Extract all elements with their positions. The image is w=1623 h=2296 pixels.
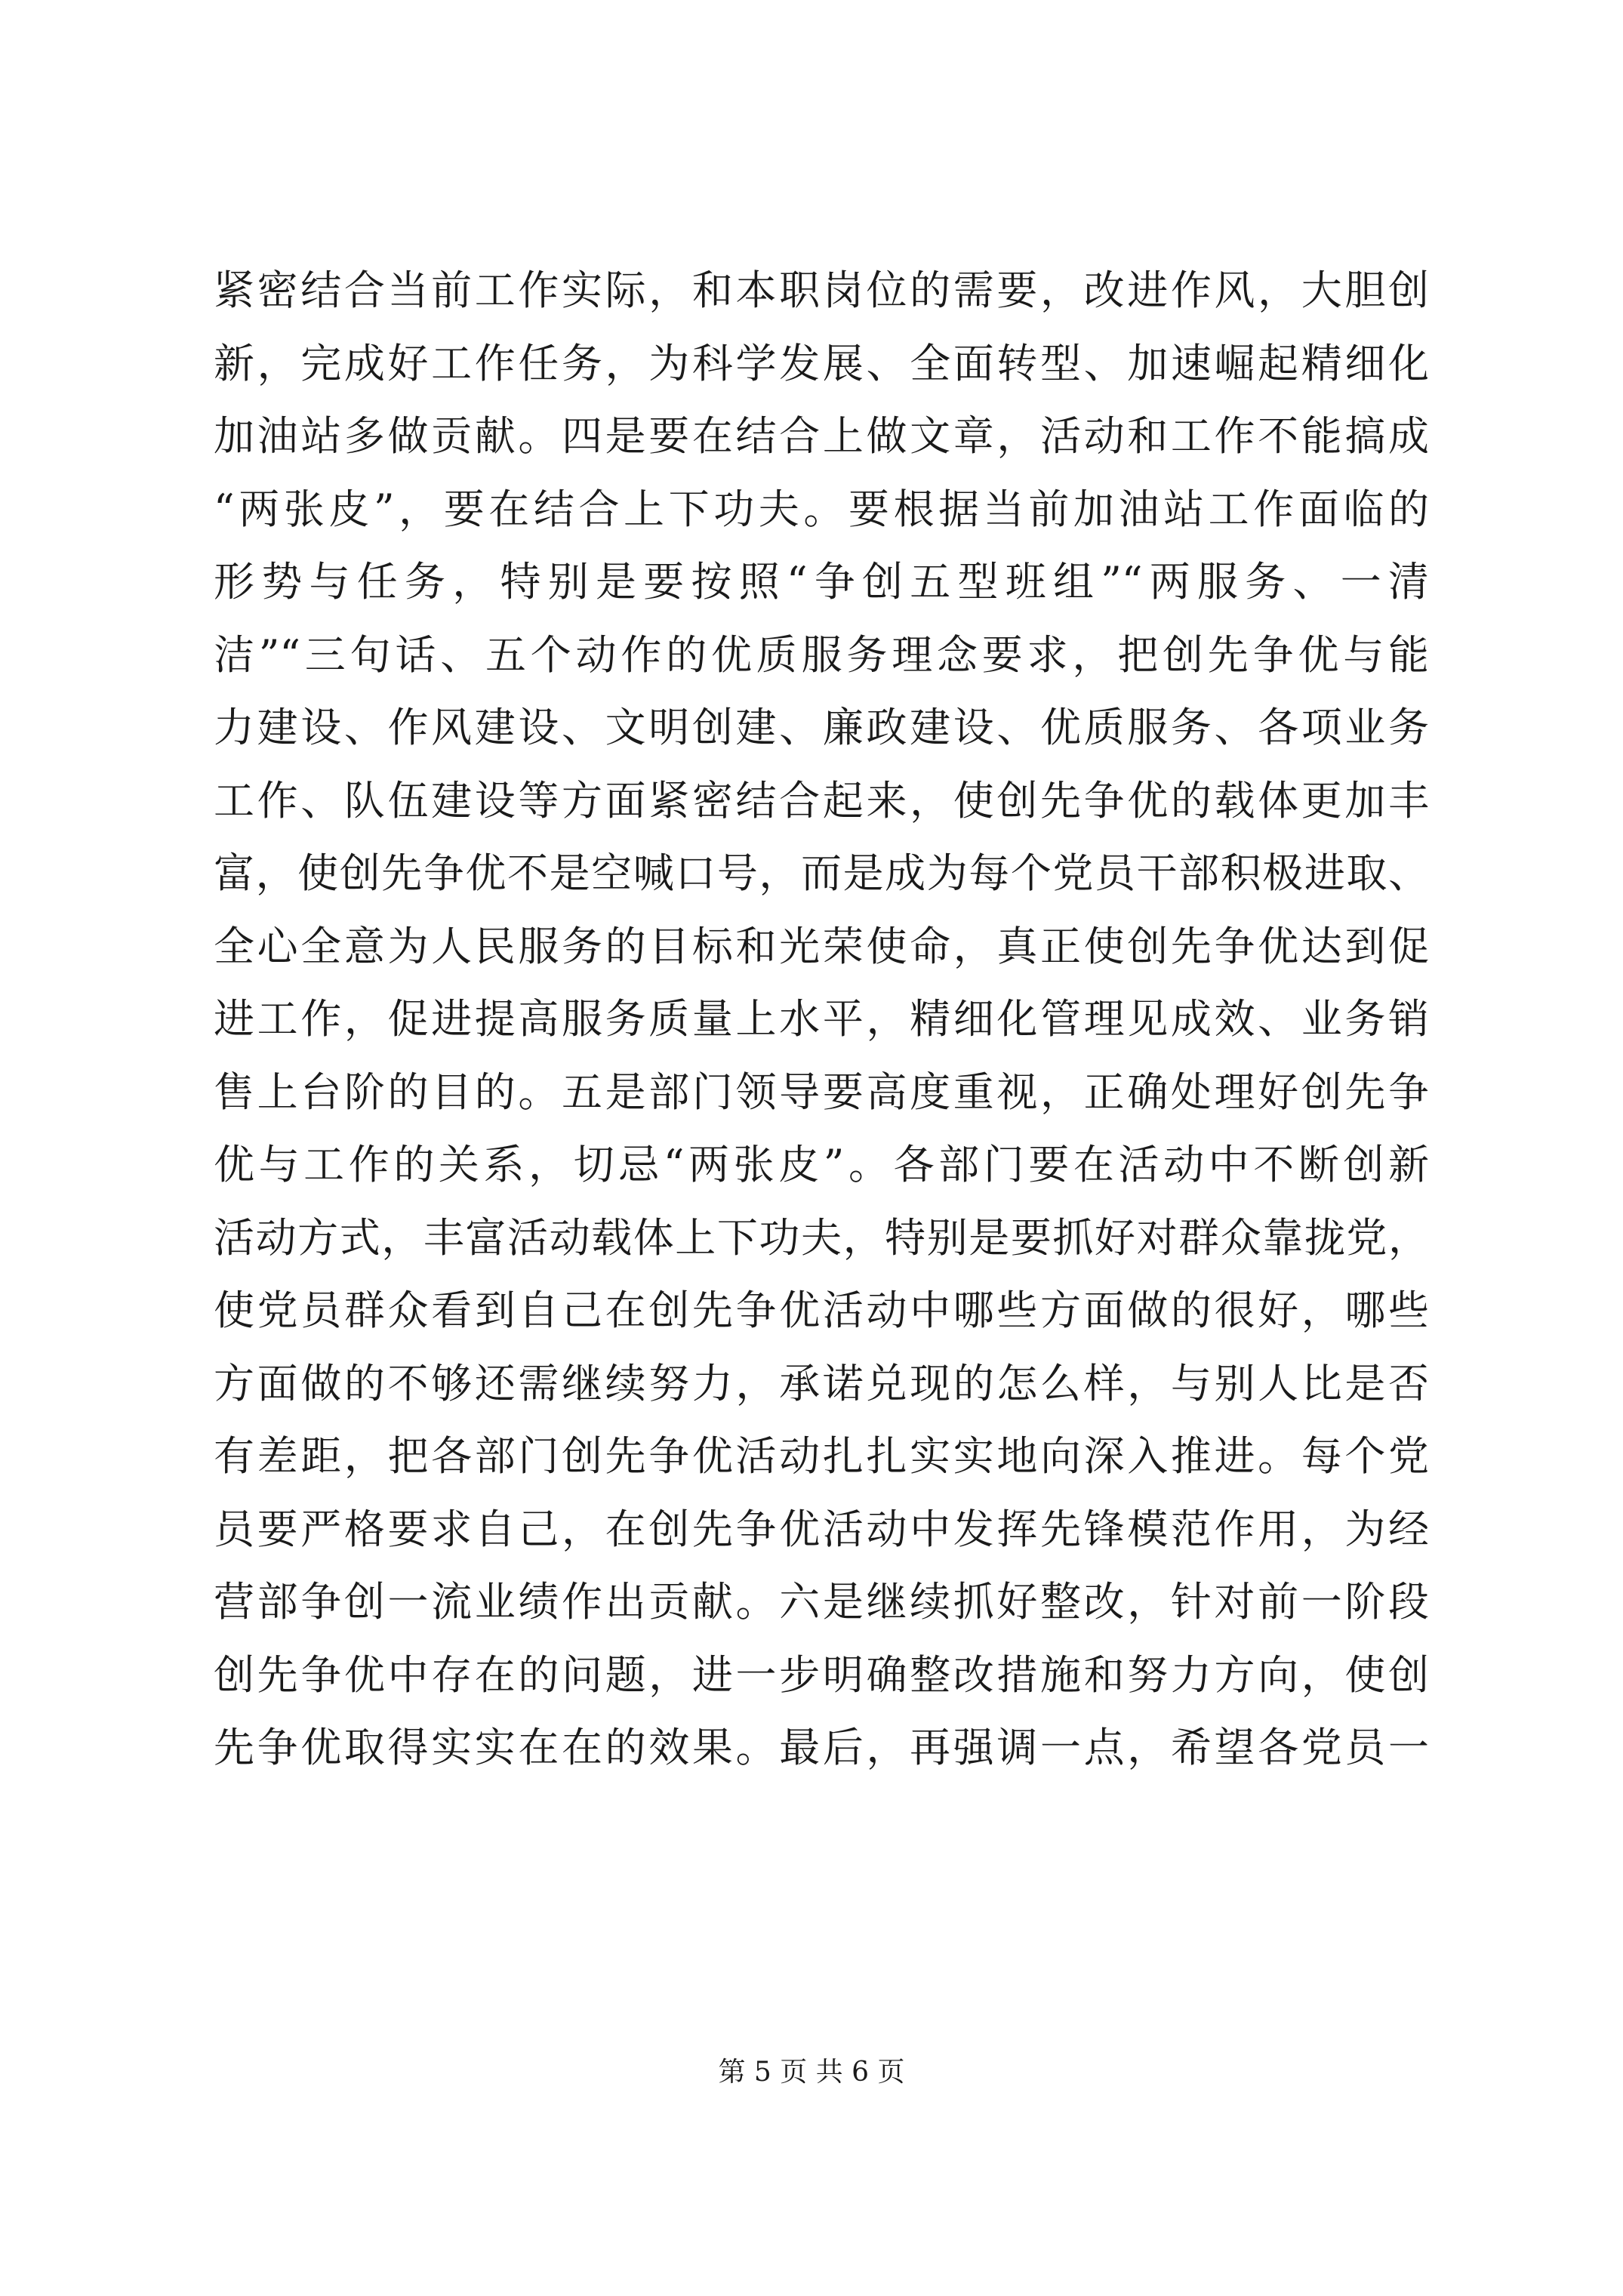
text-line: 洁”“三句话、五个动作的优质服务理念要求，把创先争优与能 (214, 630, 1429, 679)
text-line: 员要严格要求自己，在创先争优活动中发挥先锋模范作用，为经 (214, 1505, 1429, 1553)
text-line: 形势与任务，特别是要按照“争创五型班组”“两服务、一清 (214, 558, 1429, 606)
text-line: 加油站多做贡献。四是要在结合上做文章，活动和工作不能搞成 (214, 412, 1429, 460)
body-text (214, 254, 1429, 1785)
text-line: 进工作，促进提高服务质量上水平，精细化管理见成效、业务销 (214, 995, 1429, 1043)
text-line: 有差距，把各部门创先争优活动扎扎实实地向深入推进。每个党 (214, 1432, 1429, 1480)
text-line: 方面做的不够还需继续努力，承诺兑现的怎么样，与别人比是否 (214, 1359, 1429, 1407)
text-line: 优与工作的关系，切忌“两张皮”。各部门要在活动中不断创新 (214, 1141, 1429, 1188)
text-line: 力建设、作风建设、文明创建、廉政建设、优质服务、各项业务 (214, 704, 1429, 751)
text-line: 创先争优中存在的问题，进一步明确整改措施和努力方向，使创 (214, 1650, 1429, 1699)
text-line: “两张皮”，要在结合上下功夫。要根据当前加油站工作面临的 (214, 485, 1429, 533)
text-line: 富，使创先争优不是空喊口号，而是成为每个党员干部积极进取、 (214, 849, 1429, 897)
text-line: 使党员群众看到自己在创先争优活动中哪些方面做的很好，哪些 (214, 1287, 1429, 1334)
text-line: 先争优取得实实在在的效果。最后，再强调一点，希望各党员一 (214, 1724, 1429, 1771)
text-line: 新，完成好工作任务，为科学发展、全面转型、加速崛起精细化 (214, 339, 1429, 387)
text-line: 紧密结合当前工作实际，和本职岗位的需要，改进作风，大胆创 (214, 267, 1429, 314)
text-line: 活动方式，丰富活动载体上下功夫，特别是要抓好对群众靠拢党， (214, 1213, 1429, 1262)
page-footer: 第 5 页 共 6 页 (718, 2057, 905, 2088)
text-line: 全心全意为人民服务的目标和光荣使命，真正使创先争优达到促 (214, 922, 1429, 970)
text-line: 售上台阶的目的。五是部门领导要高度重视，正确处理好创先争 (214, 1068, 1429, 1116)
text-line: 营部争创一流业绩作出贡献。六是继续抓好整改，针对前一阶段 (214, 1578, 1429, 1626)
text-line: 工作、队伍建设等方面紧密结合起来，使创先争优的载体更加丰 (214, 776, 1429, 824)
